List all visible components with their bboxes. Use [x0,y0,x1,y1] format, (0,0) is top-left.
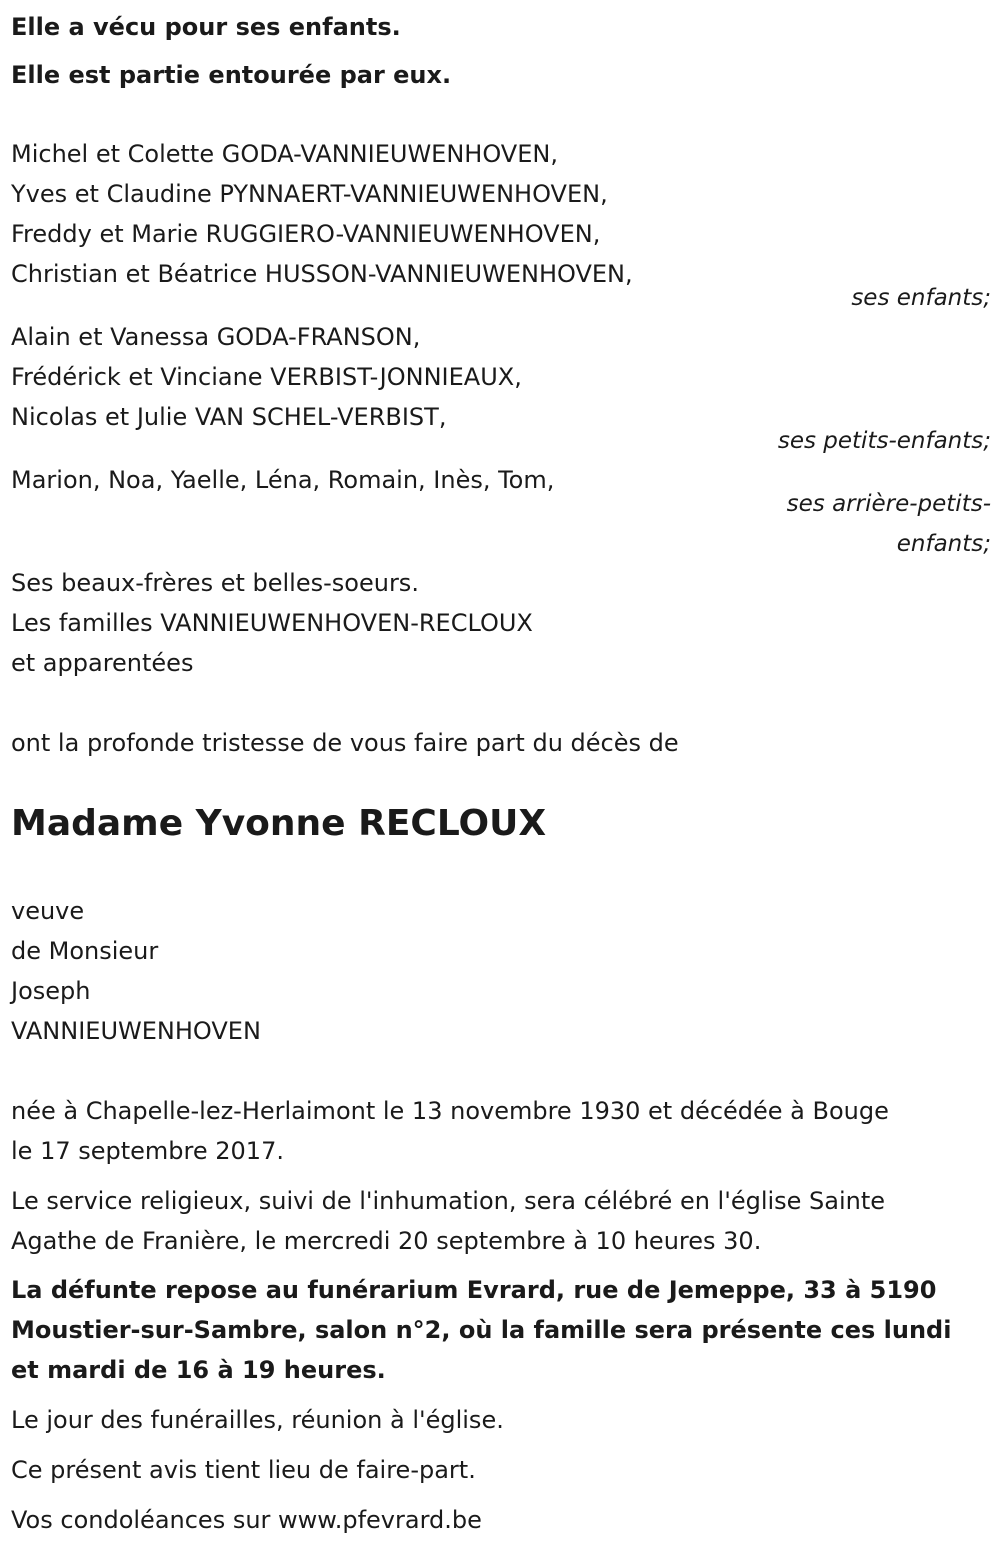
header-line-2: Elle est partie entourée par eux. [11,61,452,89]
deceased-name: Madame Yvonne RECLOUX [11,803,547,844]
faire-part-notice: Ce présent avis tient lieu de faire-part. [11,1456,476,1484]
funerarium-line-2: Moustier-sur-Sambre, salon n°2, où la famille sera présente ces lundi [11,1316,952,1344]
widow-line-3: Joseph [11,977,91,1005]
dates-line-1: née à Chapelle-lez-Herlaimont le 13 novembre 1930 et décédée à Bouge [11,1097,889,1125]
announcement-text: ont la profonde tristesse de vous faire part du décès de [11,729,679,757]
header-line-1: Elle a vécu pour ses enfants. [11,13,401,41]
dates-line-2: le 17 septembre 2017. [11,1137,284,1165]
family-line-1: Ses beaux-frères et belles-soeurs. [11,569,419,597]
child-name: Michel et Colette GODA-VANNIEUWENHOVEN, [11,140,558,168]
reunion-text: Le jour des funérailles, réunion à l'église. [11,1406,504,1434]
funerarium-line-1: La défunte repose au funérarium Evrard, rue de Jemeppe, 33 à 5190 [11,1276,937,1304]
great-grandchildren-role-line-1: ses arrière-petits- [786,491,991,517]
widow-line-2: de Monsieur [11,937,159,965]
child-name: Freddy et Marie RUGGIERO-VANNIEUWENHOVEN, [11,220,601,248]
great-grandchildren-names: Marion, Noa, Yaelle, Léna, Romain, Inès, Tom, [11,466,555,494]
grandchild-name: Frédérick et Vinciane VERBIST-JONNIEAUX, [11,363,522,391]
family-line-3: et apparentées [11,649,194,677]
children-role: ses enfants; [851,285,991,311]
funerarium-line-3: et mardi de 16 à 19 heures. [11,1356,386,1384]
grandchild-name: Nicolas et Julie VAN SCHEL-VERBIST, [11,403,447,431]
condolences-text: Vos condoléances sur www.pfevrard.be [11,1506,482,1534]
grandchildren-role: ses petits-enfants; [777,428,991,454]
family-line-2: Les familles VANNIEUWENHOVEN-RECLOUX [11,609,533,637]
grandchild-name: Alain et Vanessa GODA-FRANSON, [11,323,421,351]
great-grandchildren-role-line-2: enfants; [896,531,991,557]
child-name: Yves et Claudine PYNNAERT-VANNIEUWENHOVEN, [11,180,608,208]
widow-line-1: veuve [11,897,85,925]
service-line-1: Le service religieux, suivi de l'inhumation, sera célébré en l'église Sainte [11,1187,886,1215]
service-line-2: Agathe de Franière, le mercredi 20 septembre à 10 heures 30. [11,1227,762,1255]
child-name: Christian et Béatrice HUSSON-VANNIEUWENHOVEN, [11,260,633,288]
widow-line-4: VANNIEUWENHOVEN [11,1017,261,1045]
